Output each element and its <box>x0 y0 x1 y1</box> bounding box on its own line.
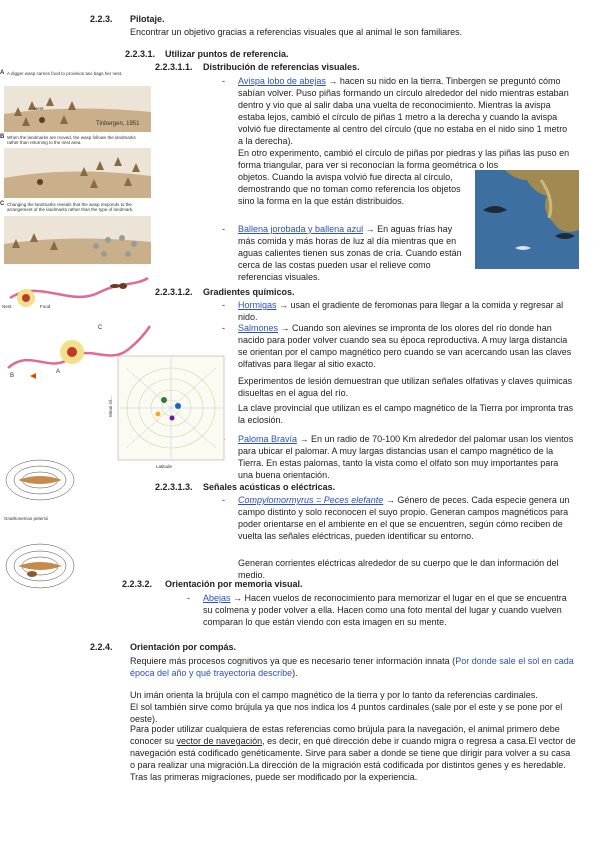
wasp-label-a: A <box>0 70 5 76</box>
wasp-caption-c: Changing the landmarks reveals that the wasp responds to the arrangement of the landmarks rather than the type of landmark. <box>7 202 134 212</box>
ant-nest-label: Nest <box>2 304 12 309</box>
compas-p2: Un imán orienta la brújula con el campo magnético de la tierra y por lo tanto da referencias cardinales. <box>130 690 538 700</box>
bullet-ballena-text: → En aguas frías hay más comida y más horas de luz al día mientras que en aguas calientes tienen sus zonas de cría. Cuando están cerca de las costas pueden usar el relieve como referencias visuales. <box>238 224 462 282</box>
bullet-avispa <box>238 75 574 147</box>
section-title-puntos-referencia: Utilizar puntos de referencia. <box>165 49 289 59</box>
bullet-ballena <box>238 223 470 283</box>
bullet-dash: - <box>187 593 190 603</box>
wasp-caption-a: A digger wasp carries food to provision two bags her nest. <box>7 71 123 76</box>
salmon-label-b: B <box>10 373 15 379</box>
term-paloma-link[interactable]: Paloma Bravía <box>238 434 298 444</box>
bullet-hormigas <box>238 299 574 323</box>
section-title-memoria-visual: Orientación por memoria visual. <box>165 579 303 589</box>
compas-p4-rest: , es decir, en qué dirección debe ir cuando migra o regresa a casa.El vector de navegación está codificado genéticamente. Sirve para saber a donde se tiene que dirigir para volver a su casa o para realizar una migración.La dirección de la migración está codificada por distintos genes y es heredable. Tras las primeras migraciones, puede ser modificado por la experiencia. <box>130 736 576 782</box>
section-title-senales: Señales acústicas o eléctricas. <box>203 482 336 492</box>
peces-corrientes: Generan corrientes eléctricas alrededor de su cuerpo que le dan información del medio. <box>238 558 559 580</box>
figure-whale-map <box>475 170 579 269</box>
compas-p4 <box>130 723 576 783</box>
term-peces-elefante-link[interactable]: Compylomormyrus = Peces elefante <box>238 495 384 505</box>
compas-p1-end: ). <box>292 668 298 678</box>
section-number-2-2-3-1: 2.2.3.1. <box>125 49 156 59</box>
bullet-hormigas-text: → usan el gradiente de feromonas para llegar a la comida y regresar al nido. <box>238 300 564 322</box>
whale-map-illustration <box>475 170 579 269</box>
bullet-paloma-text: → En un radio de 70-100 Km alrededor del palomar usan los vientos para ubicar el palomar. A muy largas distancias usan el campo magnético de la Tierra. En estas palomas, tanto la vista como el olfato son muy importantes para una buena orientación. <box>238 434 574 480</box>
bullet-peces-text: → Género de peces. Cada especie genera un campo distinto y solo reconocen el suyo propio. Generan campos magnéticos para poder orientarse en el ambiente en el que se encuentren, según cómo reciben de vuelta las señales eléctricas, pueden identificar su entorno. <box>238 495 570 541</box>
grid-xlabel: Latitude <box>156 464 173 469</box>
bullet-salmones-text: → Cuando son alevines se impronta de los olores del río donde han nacido para poder volver cuando sea su época reproductiva. A muy larga distancia se orientan por el campo magnético pero cuando se van acercando usan las claves olfativas para llegar al sitio exacto. <box>238 323 572 369</box>
bullet-dash: - <box>222 300 225 310</box>
wasp-credit: Tinbergen, 1951 <box>96 121 140 127</box>
section-number-2-2-4: 2.2.4. <box>90 642 113 652</box>
term-salmones-link[interactable]: Salmones <box>238 323 279 333</box>
bullet-avispa-text: → hacen su nido en la tierra. Tinbergen se preguntó cómo sabían volver. Puso piñas formando un círculo alrededor del nido mientras estaban dentro y vio que al salir daba una vuelta de reconocimiento. Mientras la avispa estaba lejos, cambió el círculo de piñas 1 metro a la derecha y cuando la avispa volvió fue directamente al centro del círculo (que no estaba en el nido sino 1 metro a la derecha). <box>238 76 569 146</box>
avispa-experiment-b: objetos. Cuando la avispa volvió fue directa al círculo, demostrando que no toman como referencia los objetos sino la forma en la que están distribuidos. <box>238 172 461 206</box>
avispa-experiment-a: En otro experimento, cambió el círculo de piñas por piedras y las piñas las puso en forma triangular, para ver si reconocían la forma geométrica o los <box>238 148 570 170</box>
wasp-nest-label: Nest <box>34 106 44 111</box>
section-title-pilotaje: Pilotaje. <box>130 14 165 24</box>
compas-p1-text: Requiere más procesos cognitivos ya que es necesario tener información innata ( <box>130 656 456 666</box>
salmones-clave: La clave provincial que utilizan es el campo magnético de la Tierra por impronta tras la eclosión. <box>238 403 574 425</box>
compas-p1 <box>130 655 576 679</box>
section-title-compas: Orientación por compás. <box>130 642 237 652</box>
electric-fish-illustration <box>0 456 78 604</box>
wasp-label-b: B <box>0 134 5 140</box>
term-ballena-link[interactable]: Ballena jorobada y ballena azul <box>238 224 364 234</box>
section-number-2-2-3-1-3: 2.2.3.1.3. <box>155 482 193 492</box>
compas-p3: El sol también sirve como brújula ya que nos indica los 4 puntos cardinales (sale por el este y se pone por el oeste). <box>130 702 563 724</box>
ant-trail-illustration <box>0 268 153 314</box>
figure-ant-trail <box>0 268 153 314</box>
bullet-dash: - <box>222 76 225 86</box>
wasp-caption-b: When the landmarks are moved, the wasp follows the landmarks rather than returning to the nest area. <box>7 135 136 145</box>
ant-food-label: Food <box>40 304 51 309</box>
wasp-label-c: C <box>0 201 5 207</box>
figure-magnetic-grid <box>106 348 228 472</box>
bullet-dash: - <box>222 224 225 234</box>
section-title-distribucion: Distribución de referencias visuales. <box>203 62 360 72</box>
bullet-abejas <box>203 592 573 628</box>
figure-wasp-experiment <box>0 66 153 266</box>
bullet-dash: - <box>222 495 225 505</box>
section-number-2-2-3-1-1: 2.2.3.1.1. <box>155 62 193 72</box>
term-avispa-link[interactable]: Avispa lobo de abejas <box>238 76 326 86</box>
compas-p1-link[interactable]: Por donde sale el sol en cada época del año y qué trayectoria describe <box>130 656 574 678</box>
section-number-2-2-3-2: 2.2.3.2. <box>122 579 153 589</box>
bullet-dash: - <box>222 323 225 333</box>
compas-p4-text: Para poder utilizar cualquiera de estas referencias como brújula para la navegación, el animal primero debe conocer su <box>130 724 560 746</box>
salmon-label-c: C <box>98 325 103 331</box>
bullet-salmones <box>238 322 574 370</box>
figure-electric-fish <box>0 456 78 604</box>
bullet-abejas-text: → Hacen vuelos de reconocimiento para memorizar el lugar en el que se encuentra su colmena y poder volver a ella. Hacen como una foto mental del lugar y cuando vuelven comparan lo que están viendo con esta imagen en su mente. <box>203 593 567 627</box>
vector-navegacion-link[interactable]: vector de navegación <box>176 736 263 746</box>
term-hormigas-link[interactable]: Hormigas <box>238 300 277 310</box>
section-title-gradientes: Gradientes químicos. <box>203 287 295 297</box>
salmon-label-a: A <box>56 369 61 375</box>
section-number-2-2-3-1-2: 2.2.3.1.2. <box>155 287 193 297</box>
bullet-peces-elefante <box>238 494 574 542</box>
bullet-paloma <box>238 433 574 481</box>
term-abejas-link[interactable]: Abejas <box>203 593 231 603</box>
pilotaje-description: Encontrar un objetivo gracias a referencias visuales que al animal le son familiares. <box>130 27 463 37</box>
wasp-illustration <box>0 66 153 266</box>
section-number-2-2-3: 2.2.3. <box>90 14 113 24</box>
magnetic-grid-illustration <box>106 348 228 472</box>
electric-fish-caption: Gnathonemus petersii <box>4 516 49 521</box>
grid-ylabel: Mean Gl... <box>107 396 113 417</box>
salmones-lesion: Experimentos de lesión demuestran que utilizan señales olfativas y claves químicas disueltas en el agua del río. <box>238 376 573 398</box>
